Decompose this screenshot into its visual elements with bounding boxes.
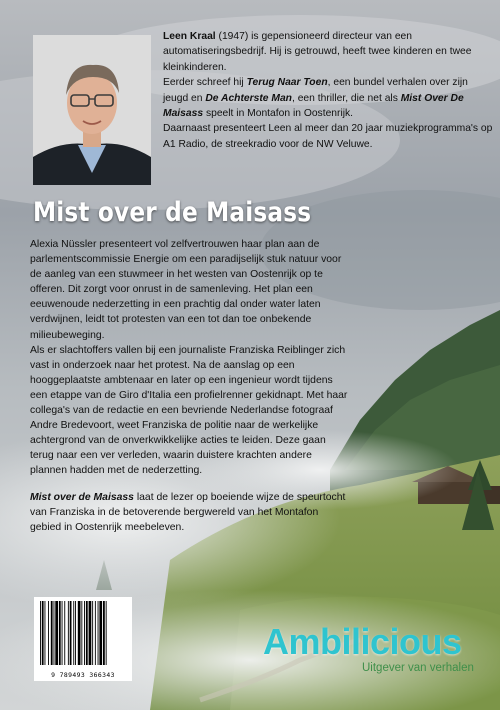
- publisher-tagline: Uitgever van verhalen: [362, 662, 474, 674]
- publisher-logo: Ambilicious: [263, 621, 462, 662]
- isbn-barcode: [34, 597, 132, 681]
- author-photo: [33, 35, 151, 185]
- blurb-book-title: Mist over de Maisass: [30, 491, 134, 503]
- blurb-paragraph-2: Als er slachtoffers vallen bij een journaliste Franziska Reiblinger zich vast in onderzoek naar het protest. Na de aanslag op een hooggeplaatste ambtenaar en later op een ingenieur wordt tijdens een etappe van de Giro d'Italia een profielrenner gekidnapt. Met haar collega's van de redactie en een bevriende Nederlandse fotograaf Andre Bredevoort, weet Franziska de politie naar de werkelijke achtergrond van de onverkwikkelijke acties te leiden. Deze gaan terug naar een ver verleden, waarin duistere krachten andere plannen hadden met de nederzetting.: [30, 344, 348, 477]
- author-bio: [163, 29, 493, 152]
- author-name: Leen Kraal: [163, 31, 216, 42]
- isbn-number: 9 789493 366343: [51, 671, 115, 679]
- barcode-icon: [34, 597, 132, 669]
- book-title-de-achterste-man: De Achterste Man: [205, 92, 292, 104]
- book-title-mist-over-de-maisass: Mist Over De Maisass: [163, 92, 464, 120]
- blurb-paragraph-1: Alexia Nüssler presenteert vol zelfvertrouwen haar plan aan de parlementscommissie Energie om een paradijselijk stuk natuur voor de aanleg van een stuwmeer in het westen van Oostenrijk op te offeren. Dit zorgt voor onrust in de samenleving. Het plan een eeuwenoude nederzetting in een prachtig dal onder water laten verdwijnen, leidt tot protesten van een tot dan toe onbekende milieubeweging.: [30, 239, 342, 341]
- bio-paragraph-3: Daarnaast presenteert Leen al meer dan 20 jaar muziekprogramma's op A1 Radio, de streekradio voor de NW Veluwe.: [163, 123, 493, 150]
- bio-paragraph-2: Eerder schreef hij Terug Naar Toen, een bundel verhalen over zijn jeugd en De Achterste Man, een thriller, die net als Mist Over De Maisass speelt in Montafon in Oostenrijk.: [163, 77, 468, 120]
- book-title: Mist over de Maisass: [33, 197, 312, 228]
- blurb-paragraph-3: Mist over de Maisass laat de lezer op boeiende wijze de speurtocht van Franziska in de betoverende bergwereld van het Montafon gebied in Oostenrijk meebeleven.: [30, 491, 346, 533]
- book-blurb: [30, 237, 350, 535]
- bio-paragraph-1: Leen Kraal (1947) is gepensioneerd directeur van een automatiseringsbedrijf. Hij is getrouwd, heeft twee kinderen en twee kleinkinderen.: [163, 31, 472, 73]
- book-title-terug-naar-toen: Terug Naar Toen: [246, 77, 328, 89]
